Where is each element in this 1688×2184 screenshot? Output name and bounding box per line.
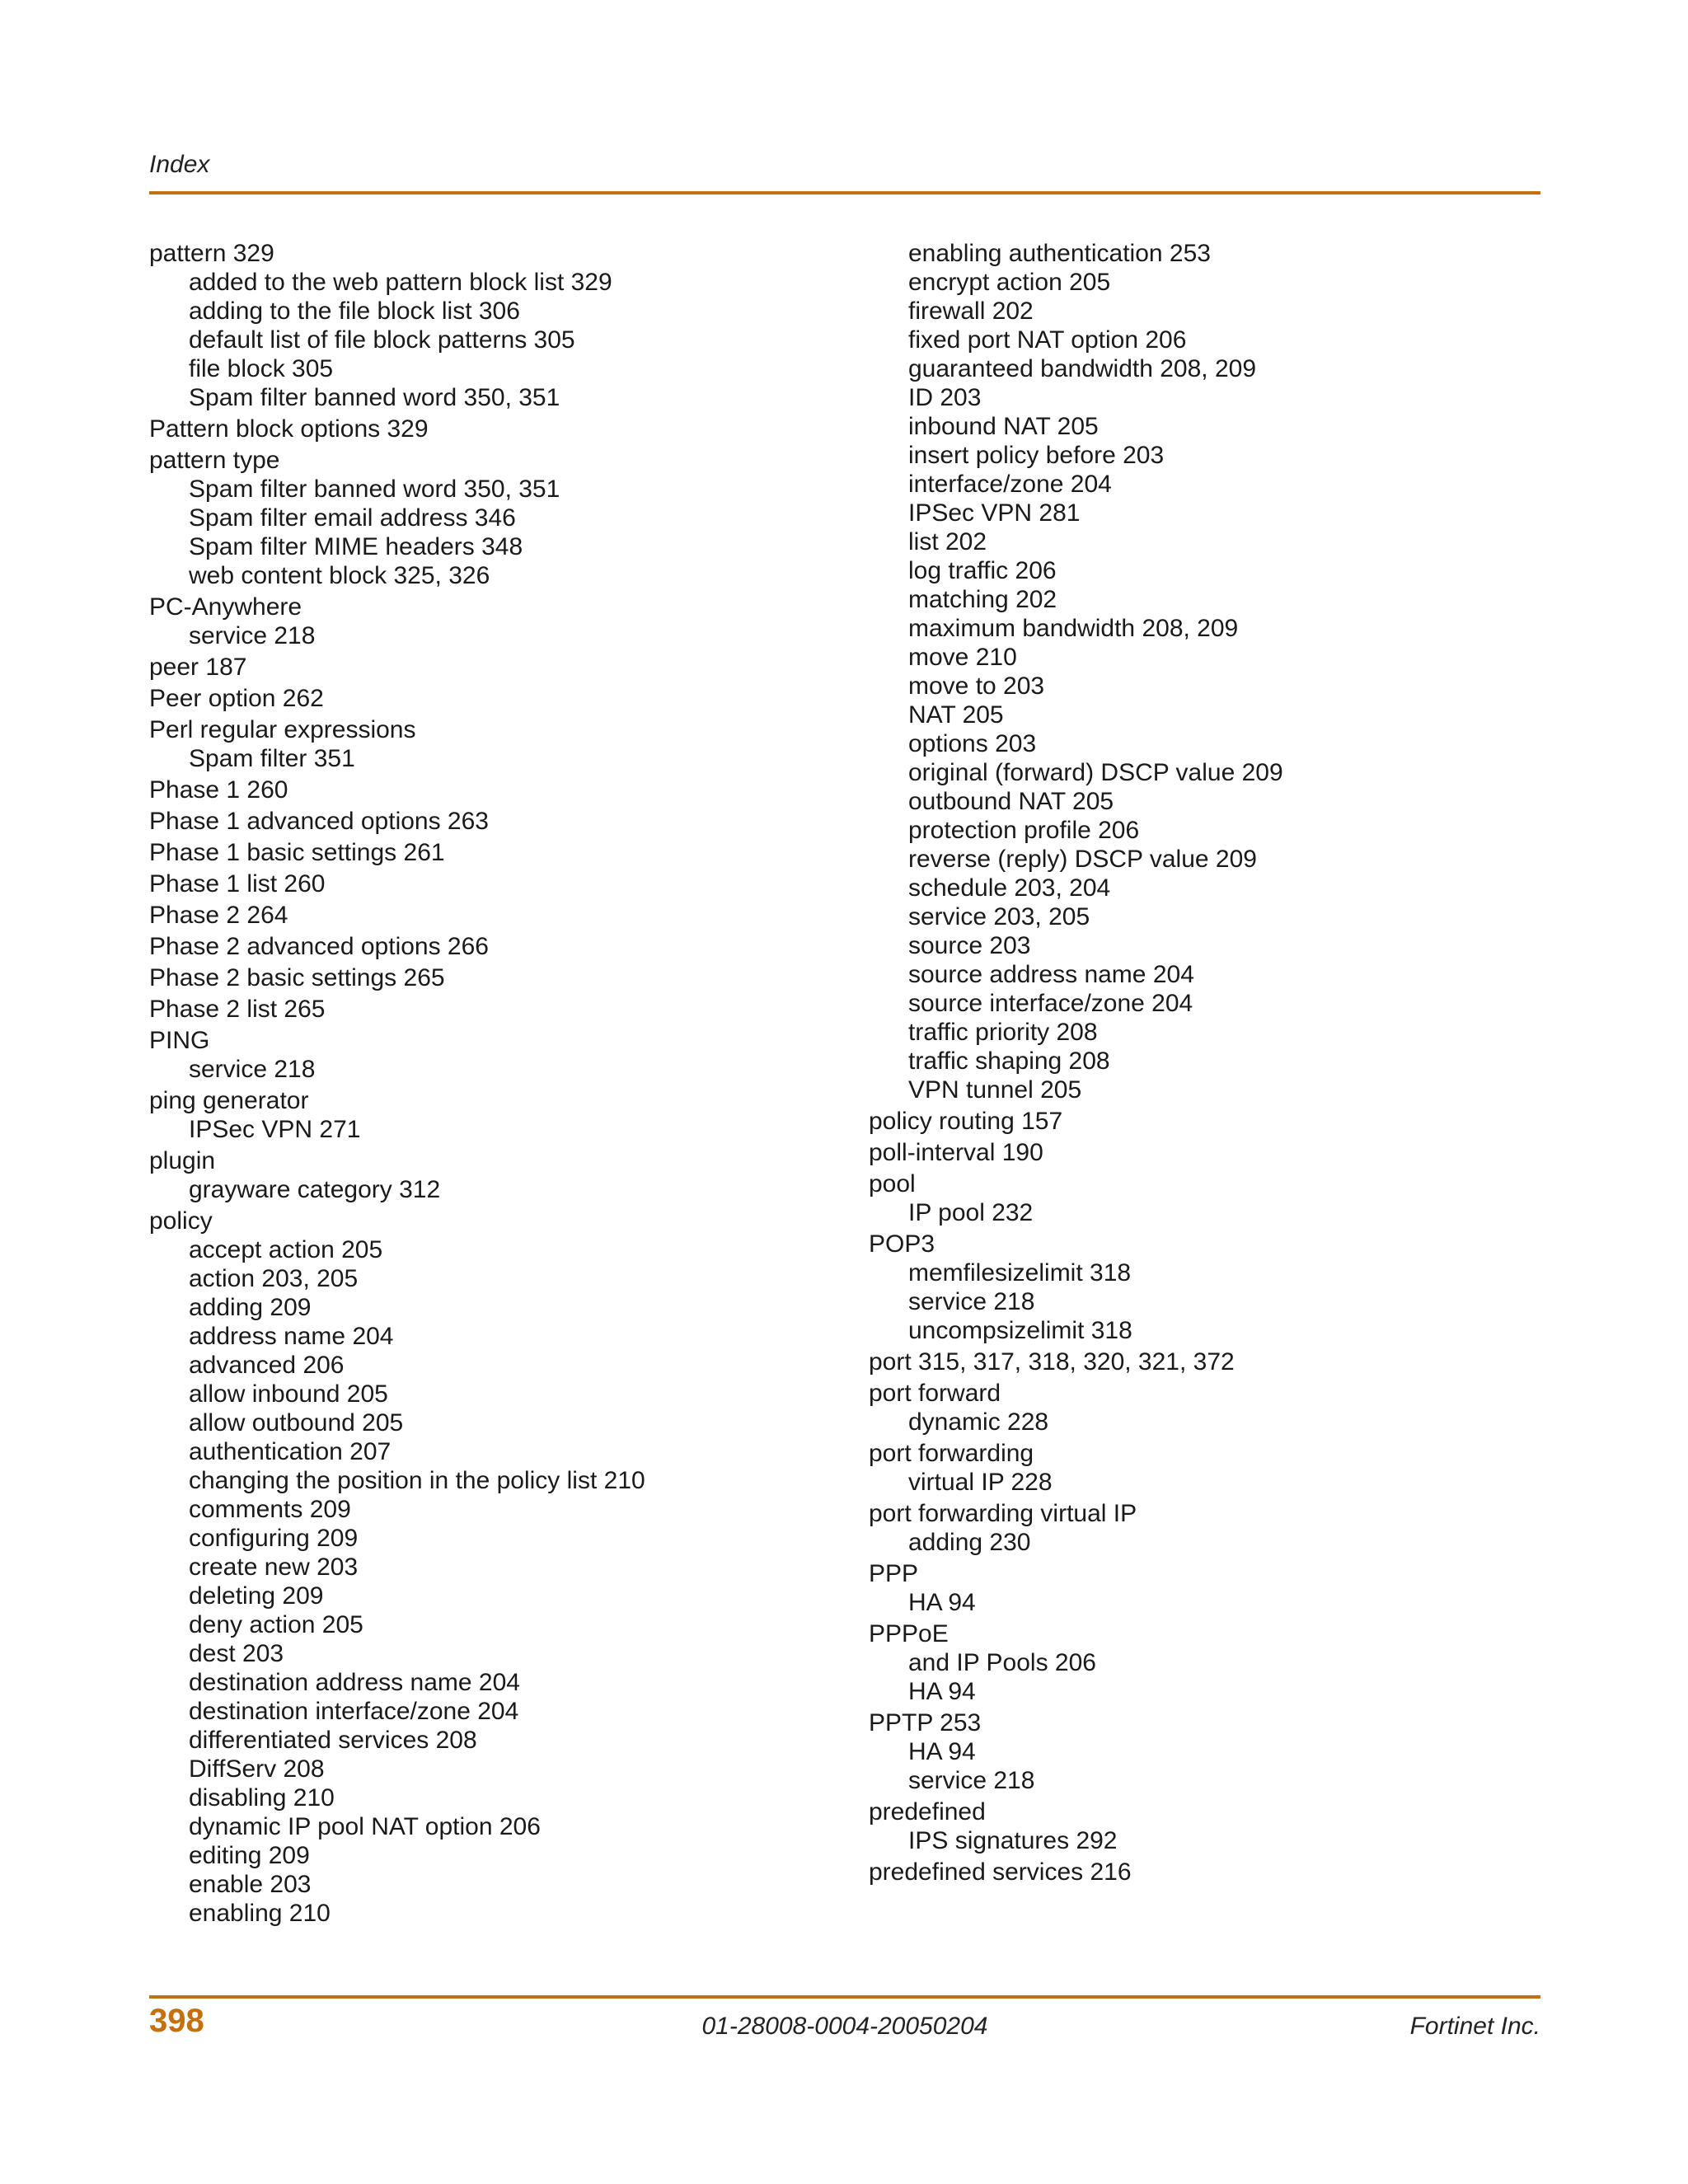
index-term: policy routing 157 <box>869 1108 1063 1135</box>
index-subterm: file block 305 <box>189 355 334 382</box>
index-subterm: options 203 <box>908 730 1037 757</box>
index-subterm: service 218 <box>908 1767 1035 1794</box>
index-term: PPPoE <box>869 1620 949 1647</box>
index-subentry-list <box>149 621 842 650</box>
index-subterm: maximum bandwidth 208, 209 <box>908 615 1239 642</box>
index-subterm: IPSec VPN 281 <box>908 499 1081 527</box>
index-term: port forwarding virtual IP <box>869 1500 1137 1527</box>
index-subterm: HA 94 <box>908 1589 976 1616</box>
index-term: Phase 2 advanced options 266 <box>149 933 489 960</box>
index-term: predefined <box>869 1798 986 1825</box>
index-term: Pattern block options 329 <box>149 415 429 443</box>
index-subterm: enabling authentication 253 <box>908 240 1211 267</box>
index-subterm: create new 203 <box>189 1554 359 1581</box>
index-entry-list <box>149 239 842 1928</box>
index-subterm: memfilesizelimit 318 <box>908 1259 1132 1286</box>
index-subentry-list <box>869 1468 1561 1497</box>
index-entry <box>149 1086 842 1144</box>
index-term: poll-interval 190 <box>869 1139 1043 1166</box>
index-subterm: advanced 206 <box>189 1352 345 1379</box>
index-subterm: schedule 203, 204 <box>908 874 1111 902</box>
index-entry <box>149 653 842 682</box>
index-term: pattern type <box>149 447 280 474</box>
index-subterm: fixed port NAT option 206 <box>908 326 1187 354</box>
index-entry <box>149 715 842 773</box>
index-subterm: allow outbound 205 <box>189 1409 404 1436</box>
index-subterm: enable 203 <box>189 1871 312 1898</box>
index-subterm: web content block 325, 326 <box>189 562 490 589</box>
index-term: PPP <box>869 1560 919 1587</box>
index-entry <box>869 1499 1561 1557</box>
index-subentry-list <box>149 1115 842 1144</box>
header-rule <box>149 191 1540 194</box>
index-entry <box>869 1797 1561 1855</box>
index-subterm: IPSec VPN 271 <box>189 1116 361 1143</box>
index-subterm: destination address name 204 <box>189 1669 520 1696</box>
index-subterm: move 210 <box>908 644 1017 671</box>
index-term: plugin <box>149 1147 216 1174</box>
index-entry <box>149 1026 842 1084</box>
index-subterm: uncompsizelimit 318 <box>908 1317 1132 1344</box>
index-entry <box>869 1559 1561 1617</box>
index-subterm: Spam filter MIME headers 348 <box>189 533 523 560</box>
index-term: Perl regular expressions <box>149 716 416 743</box>
index-entry <box>869 1347 1561 1376</box>
index-subterm: list 202 <box>908 528 987 555</box>
index-subterm: DiffServ 208 <box>189 1755 325 1783</box>
index-subterm: outbound NAT 205 <box>908 788 1114 815</box>
index-entry <box>149 807 842 836</box>
index-subterm: disabling 210 <box>189 1784 335 1811</box>
index-entry <box>869 1379 1561 1436</box>
index-subterm: added to the web pattern block list 329 <box>189 269 612 296</box>
index-entry <box>149 684 842 713</box>
index-subterm: HA 94 <box>908 1678 976 1705</box>
index-subterm: IPS signatures 292 <box>908 1827 1118 1854</box>
index-subterm: enabling 210 <box>189 1900 331 1927</box>
index-subentry-list <box>869 1588 1561 1617</box>
index-entry <box>869 1107 1561 1136</box>
index-entry-list <box>869 239 1561 1886</box>
index-subterm: HA 94 <box>908 1738 976 1765</box>
index-subterm: differentiated services 208 <box>189 1727 477 1754</box>
index-subterm: dynamic IP pool NAT option 206 <box>189 1813 541 1840</box>
index-subentry-list <box>869 1826 1561 1855</box>
index-entry <box>869 1169 1561 1227</box>
index-subterm: matching 202 <box>908 586 1057 613</box>
index-subterm: accept action 205 <box>189 1236 383 1263</box>
index-entry <box>149 1207 842 1928</box>
index-subterm: adding 209 <box>189 1294 312 1321</box>
index-subentry-list <box>869 1408 1561 1436</box>
index-term: predefined services 216 <box>869 1858 1132 1886</box>
index-subterm: editing 209 <box>189 1842 310 1869</box>
index-subterm: source address name 204 <box>908 961 1194 988</box>
index-term: POP3 <box>869 1230 935 1258</box>
index-subterm: virtual IP 228 <box>908 1469 1053 1496</box>
index-term: port forward <box>869 1380 1001 1407</box>
index-term: ping generator <box>149 1087 309 1114</box>
index-entry <box>149 901 842 930</box>
index-term: port forwarding <box>869 1440 1034 1467</box>
index-subterm: service 218 <box>189 622 316 649</box>
index-term: Phase 2 list 265 <box>149 996 326 1023</box>
index-entry <box>869 1858 1561 1886</box>
index-term: policy <box>149 1207 213 1235</box>
index-subentry-list <box>869 239 1561 1104</box>
index-term: PC-Anywhere <box>149 593 302 621</box>
index-term: port 315, 317, 318, 320, 321, 372 <box>869 1348 1235 1376</box>
index-subterm: log traffic 206 <box>908 557 1057 584</box>
index-entry <box>149 838 842 867</box>
index-subterm: source 203 <box>908 932 1031 959</box>
index-term: Phase 1 advanced options 263 <box>149 808 489 835</box>
index-entry <box>149 776 842 804</box>
index-entry <box>149 446 842 590</box>
document-id: 01-28008-0004-20050204 <box>701 2013 988 2040</box>
index-subentry-list <box>869 1648 1561 1706</box>
index-entry <box>869 1619 1561 1706</box>
index-term: Phase 1 list 260 <box>149 870 326 898</box>
page-footer <box>149 2003 1540 2052</box>
company-name: Fortinet Inc. <box>1409 2013 1540 2040</box>
index-subterm: firewall 202 <box>908 298 1034 325</box>
index-subterm: ID 203 <box>908 384 982 411</box>
index-subterm: traffic priority 208 <box>908 1019 1098 1046</box>
index-subterm: action 203, 205 <box>189 1265 359 1292</box>
index-subterm: adding 230 <box>908 1529 1031 1556</box>
index-subentry-list <box>869 1198 1561 1227</box>
running-header: Index <box>149 151 210 178</box>
index-subterm: deleting 209 <box>189 1582 324 1610</box>
index-subentry-list <box>869 1528 1561 1557</box>
index-subterm: allow inbound 205 <box>189 1380 388 1408</box>
index-subterm: move to 203 <box>908 673 1045 700</box>
index-term: Phase 1 basic settings 261 <box>149 839 445 866</box>
index-term: PING <box>149 1027 210 1054</box>
index-subterm: address name 204 <box>189 1323 394 1350</box>
index-subterm: traffic shaping 208 <box>908 1047 1110 1075</box>
index-subterm: comments 209 <box>189 1496 351 1523</box>
index-term: Phase 2 264 <box>149 902 288 929</box>
index-subterm: IP pool 232 <box>908 1199 1034 1226</box>
index-subterm: dynamic 228 <box>908 1408 1049 1436</box>
index-entry <box>149 415 842 443</box>
index-term: Phase 2 basic settings 265 <box>149 964 445 991</box>
index-subterm: Spam filter banned word 350, 351 <box>189 476 560 503</box>
footer-rule <box>149 1995 1540 1999</box>
index-subterm: Spam filter 351 <box>189 745 355 772</box>
index-subterm: Spam filter banned word 350, 351 <box>189 384 560 411</box>
index-term: PPTP 253 <box>869 1709 982 1736</box>
index-subentry-list <box>149 475 842 590</box>
index-subterm: dest 203 <box>189 1640 284 1667</box>
index-subterm: source interface/zone 204 <box>908 990 1193 1017</box>
index-subterm: service 218 <box>908 1288 1035 1315</box>
index-subentry-list <box>149 268 842 412</box>
index-subterm: VPN tunnel 205 <box>908 1076 1082 1104</box>
index-entry <box>869 1138 1561 1167</box>
index-subterm: service 203, 205 <box>908 903 1090 930</box>
index-term: Peer option 262 <box>149 685 324 712</box>
index-term: Phase 1 260 <box>149 776 288 804</box>
index-subentry-list <box>149 1055 842 1084</box>
index-subentry-list <box>149 1175 842 1204</box>
index-subentry-list <box>149 1235 842 1928</box>
index-subterm: NAT 205 <box>908 701 1004 729</box>
index-subterm: reverse (reply) DSCP value 209 <box>908 846 1257 873</box>
index-subterm: deny action 205 <box>189 1611 363 1638</box>
index-subterm: grayware category 312 <box>189 1176 441 1203</box>
index-term: pattern 329 <box>149 240 274 267</box>
index-subterm: guaranteed bandwidth 208, 209 <box>908 355 1257 382</box>
index-subterm: original (forward) DSCP value 209 <box>908 759 1283 786</box>
index-subterm: changing the position in the policy list 210 <box>189 1467 645 1494</box>
index-subterm: interface/zone 204 <box>908 471 1112 498</box>
index-entry <box>149 932 842 961</box>
page-number: 398 <box>149 2003 204 2039</box>
index-entry <box>149 869 842 898</box>
index-subterm: inbound NAT 205 <box>908 413 1099 440</box>
index-entry <box>149 239 842 412</box>
index-entry <box>149 963 842 992</box>
index-entry <box>869 1708 1561 1795</box>
index-subentry-list <box>149 744 842 773</box>
index-subentry-list <box>869 1737 1561 1795</box>
index-subterm: protection profile 206 <box>908 817 1140 844</box>
index-subterm: configuring 209 <box>189 1525 359 1552</box>
index-subterm: default list of file block patterns 305 <box>189 326 575 354</box>
index-term: peer 187 <box>149 654 247 681</box>
index-subterm: destination interface/zone 204 <box>189 1698 519 1725</box>
index-entry <box>869 1230 1561 1345</box>
index-subentry-list <box>869 1258 1561 1345</box>
index-entry <box>149 995 842 1024</box>
index-column-right <box>869 239 1561 1886</box>
index-entry <box>149 593 842 650</box>
index-column-left <box>149 239 842 1928</box>
index-entry <box>149 1146 842 1204</box>
index-entry <box>869 1439 1561 1497</box>
index-subterm: service 218 <box>189 1056 316 1083</box>
index-subterm: insert policy before 203 <box>908 442 1165 469</box>
index-term: pool <box>869 1170 916 1197</box>
index-subterm: encrypt action 205 <box>908 269 1111 296</box>
index-subterm: adding to the file block list 306 <box>189 298 520 325</box>
index-subterm: Spam filter email address 346 <box>189 504 516 532</box>
index-subterm: authentication 207 <box>189 1438 392 1465</box>
index-subterm: and IP Pools 206 <box>908 1649 1096 1676</box>
index-entry <box>869 239 1561 1104</box>
